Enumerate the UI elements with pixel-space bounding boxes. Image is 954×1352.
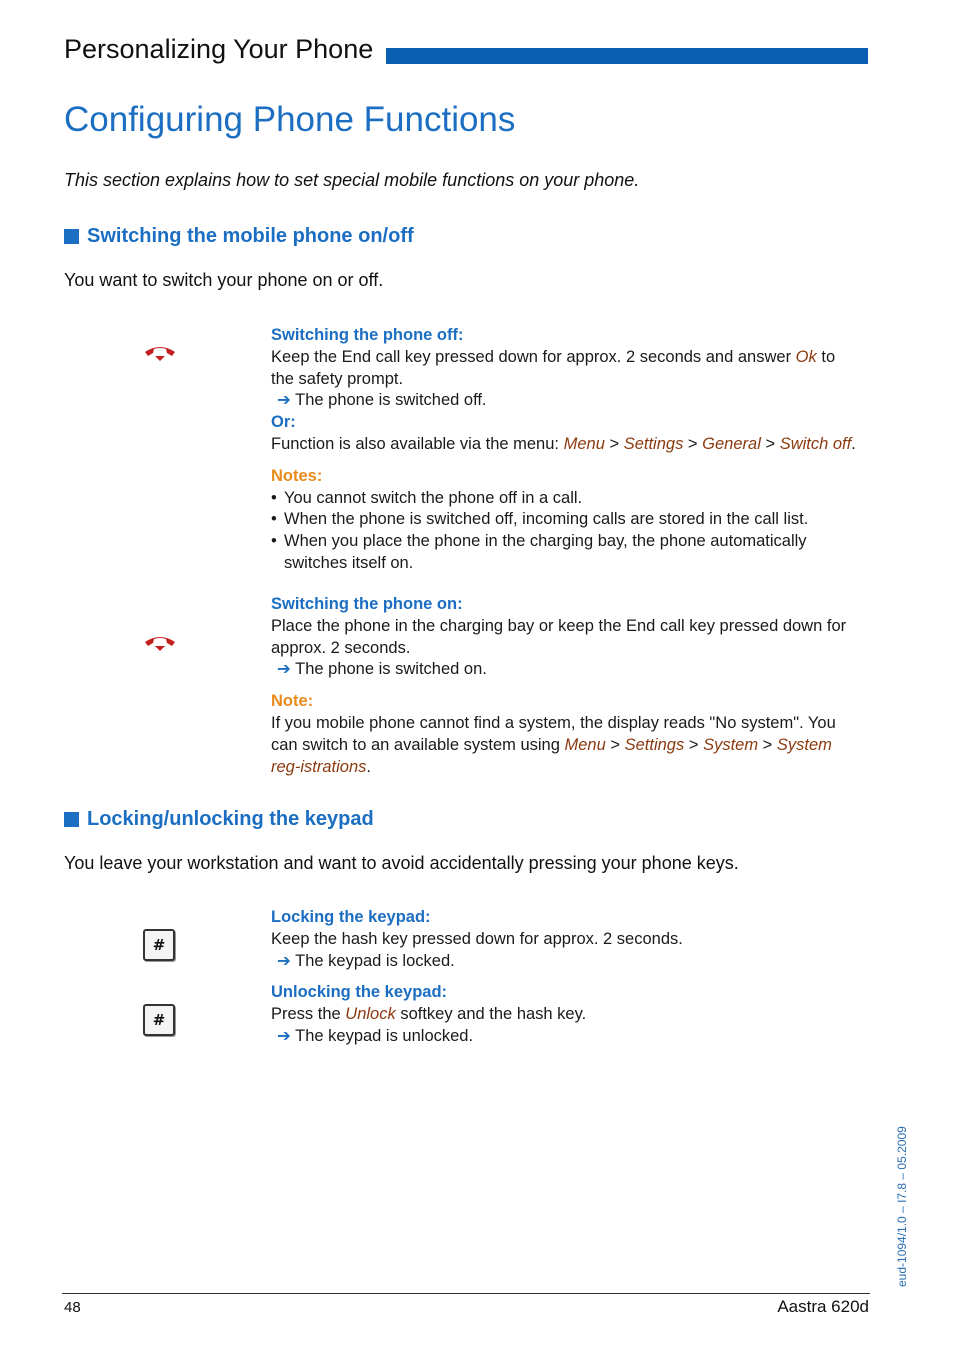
path-separator: > — [609, 434, 620, 453]
section-heading-keypad — [64, 808, 374, 831]
menu-item: System — [703, 735, 759, 754]
result-arrow-icon: ➔ — [277, 391, 291, 410]
result-text: The keypad is unlocked. — [295, 1026, 474, 1045]
section-lead: You leave your workstation and want to avoid accidentally pressing your phone keys. — [64, 853, 739, 873]
result-text: The phone is switched on. — [295, 660, 487, 679]
end-call-icon — [142, 343, 178, 363]
notes-list — [271, 488, 861, 575]
result-line — [271, 659, 861, 681]
menu-item: Switch off — [779, 434, 852, 453]
result-arrow-icon: ➔ — [277, 951, 291, 970]
menu-path-line — [271, 434, 861, 456]
period: . — [366, 757, 371, 776]
switch-on-heading: Switching the phone on: — [271, 595, 463, 613]
switch-on-instruction: Place the phone in the charging bay or keep the End call key pressed down for approx. 2 seconds. — [271, 616, 847, 657]
instruction-text: Keep the End call key pressed down for approx. 2 seconds and answer — [271, 347, 792, 366]
path-separator: > — [762, 735, 773, 754]
or-label: Or: — [271, 413, 296, 432]
result-line — [271, 390, 861, 412]
menu-item: System reg-istrations — [271, 735, 832, 776]
section-heading-text: Switching the mobile phone on/off — [87, 225, 414, 247]
menu-item: General — [702, 434, 761, 453]
intro-text: This section explains how to set special mobile functions on your phone. — [64, 170, 640, 190]
unlock-heading: Unlocking the keypad: — [271, 983, 448, 1001]
result-arrow-icon: ➔ — [277, 1026, 291, 1045]
switch-on-block — [271, 594, 861, 778]
end-call-icon — [142, 633, 178, 653]
document-reference: eud-1094/1.0 – I7.8 – 05.2009 — [895, 1126, 909, 1287]
lock-heading: Locking the keypad: — [271, 908, 431, 926]
result-line — [271, 951, 861, 973]
unlock-block — [271, 982, 861, 1047]
note-label: Note: — [271, 692, 314, 711]
result-text: The keypad is locked. — [295, 951, 455, 970]
section-heading-switching — [64, 225, 414, 248]
path-separator: > — [688, 735, 699, 754]
header-bar — [386, 48, 868, 64]
path-separator: > — [687, 434, 698, 453]
list-item: • When you place the phone in the charging bay, the phone automatically switches itself on. — [271, 531, 861, 575]
instruction-text: softkey and the hash key. — [400, 1004, 587, 1023]
switch-off-instruction — [271, 347, 861, 391]
list-item: • When the phone is switched off, incoming calls are stored in the call list. — [271, 509, 861, 531]
result-arrow-icon: ➔ — [277, 660, 291, 679]
menu-item: Settings — [623, 434, 684, 453]
page-title: Configuring Phone Functions — [64, 100, 516, 139]
hash-key-icon: # — [143, 929, 175, 961]
instruction-text: to the safety prompt. — [271, 347, 836, 388]
product-name: Aastra 620d — [777, 1297, 869, 1316]
note-text — [271, 713, 861, 778]
period: . — [851, 434, 856, 453]
ok-softkey: Ok — [795, 347, 817, 366]
unlock-instruction — [271, 1004, 861, 1026]
path-separator: > — [765, 434, 776, 453]
list-item: • You cannot switch the phone off in a call. — [271, 488, 861, 510]
notes-label: Notes: — [271, 466, 323, 485]
switch-off-block — [271, 325, 861, 575]
lock-instruction: Keep the hash key pressed down for approx. 2 seconds. — [271, 929, 683, 948]
result-text: The phone is switched off. — [295, 391, 487, 410]
footer-rule — [62, 1293, 870, 1294]
menu-intro: Function is also available via the menu: — [271, 434, 559, 453]
lock-block — [271, 907, 861, 972]
section-lead: You want to switch your phone on or off. — [64, 270, 384, 290]
result-line — [271, 1026, 861, 1048]
section-heading-text: Locking/unlocking the keypad — [87, 808, 374, 830]
menu-item: Settings — [624, 735, 685, 754]
running-header: Personalizing Your Phone — [64, 34, 374, 64]
page-number: 48 — [64, 1299, 81, 1316]
hash-key-icon: # — [143, 1004, 175, 1036]
instruction-text: Press the — [271, 1004, 341, 1023]
menu-item: Menu — [564, 735, 606, 754]
path-separator: > — [610, 735, 621, 754]
switch-off-heading: Switching the phone off: — [271, 326, 464, 344]
section-square-icon — [64, 229, 79, 244]
section-square-icon — [64, 812, 79, 827]
menu-item: Menu — [563, 434, 605, 453]
note-body: If you mobile phone cannot find a system, the display reads "No system". You can switch to an available system using — [271, 713, 836, 754]
unlock-softkey: Unlock — [345, 1004, 396, 1023]
